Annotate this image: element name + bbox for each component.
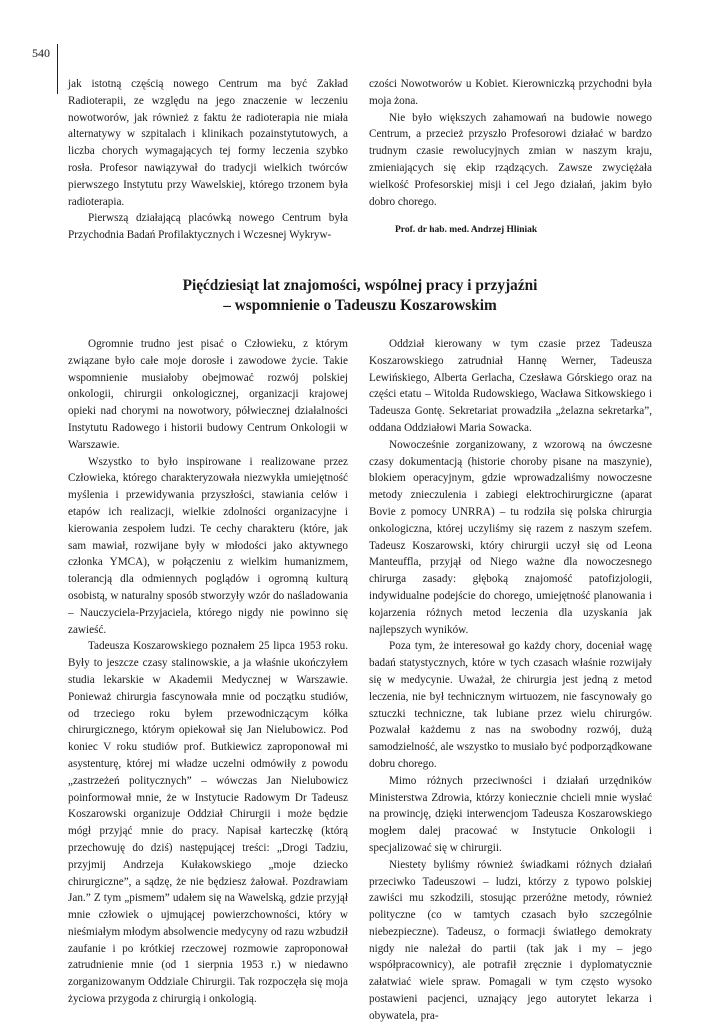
title-line-1: Pięćdziesiąt lat znajomości, wspólnej pracy i przyjaźni (182, 277, 538, 294)
top-right-column (369, 76, 652, 236)
paragraph: Poza tym, że interesował go każdy chory, doceniał wagę badań statystycznych, które w tych czasach właśnie rozwijały się w medycynie. Uważał, że chirurgia jest jedną z metod leczenia, nie był technicznym wirtuozem, nie fascynowały go sztuczki techniczne, tak lubiane przez wielu chirurgów. Pozwalał każdemu z nas na swobodny rozwój, dużą samodzielność, ale wszystko to musiało być podporządkowane dobru chorego. (369, 640, 652, 770)
paragraph: Wszystko to było inspirowane i realizowane przez Człowieka, którego charakteryzowała niezwykła umiejętność myślenia i przewidywania przyszłości, stawiania celów i etapów ich realizacji, wielkie zdolności organizacyjne i kierowania zespołem ludzi. Te cechy charakteru (które, jak sam mawiał, rozwijane były w młodości jako aktywnego członka YMCA), w połączeniu z wielkim humanizmem, tolerancją dla odmiennych poglądów i ogromną kulturą osobistą, w naturalny sposób stworzyły wzór do naśladowania – Nauczyciela-Przyjaciela, którego nigdy nie powinno się zawieść. (68, 455, 348, 636)
author-signature: Prof. dr hab. med. Andrzej Hliniak (395, 225, 538, 236)
paragraph: jak istotną częścią nowego Centrum ma być Zakład Radioterapii, ze względu na jego znaczenie w leczeniu nowotworów, jak również z faktu że radioterapia nie miała alternatywy w szpitalach i klinikach pozainstytutowych, a liczba chorych wymagających tej formy leczenia szybko rosła. Profesor nawiązywał do tradycji wielkich twórców pierwszego Instytutu przy Wawelskiej, którego trzonem była radioterapia. (68, 78, 348, 208)
paragraph: Niestety byliśmy również świadkami różnych działań przeciwko Tadeuszowi – ludzi, którzy z typowo polskiej zawiści mu szkodzili, stosując przeróżne metody, również polityczne (co w tamtych czasach było szczególnie niebezpieczne). Tadeusz, o formacji światłego demokraty nigdy nie należał do partii (tak jak i my – jego współpracownicy), ale potrafił zręcznie i dyplomatycznie załatwiać wiele spraw. Pomagali w tym często wysoko postawieni pacjenci, uznający jego autorytet lekarza i obywatela, pra- (369, 858, 652, 1022)
title-line-2: – wspomnienie o Tadeuszu Koszarowskim (223, 296, 497, 314)
paragraph: czości Nowotworów u Kobiet. Kierowniczką przychodni była moja żona. (369, 78, 652, 107)
paragraph: Tadeusza Koszarowskiego poznałem 25 lipca 1953 roku. Były to jeszcze czasy stalinowskie, a ja właśnie ukończyłem studia lekarskie w Akademii Medycznej w Warszawie. Ponieważ chirurgia fascynowała mnie od początku studiów, od trzeciego roku byłem przewodniczącym kółka chirurgicznego, którym opiekował się Jan Nielubowicz. Pod koniec V roku studiów prof. Butkiewicz zaproponował mi asystenturę, której mi władze uczelni odmówiły z powodu „zastrzeżeń politycznych” – wówczas Jan Nielubowicz poinformował mnie, że w Instytucie Radowym Dr Tadeusz Koszarowski organizuje Oddział Chirurgii i może będzie mógł przyjąć mnie do pracy. Napisał karteczkę (którą przechowuję do dziś) następującej treści: „Drogi Tadziu, przyjmij Andrzeja Kułakowskiego „moje dziecko chirurgiczne”, a sądzę, że nie będziesz żałował. Pozdrawiam Jan.” Z tym „pismem” udałem się na Wawelską, gdzie przyjął mnie człowiek o ujmującej powierzchowności, który w nieśmiałym młodym absolwencie medycyny od razu wzbudził zaufanie i po krótkiej rzeczowej rozmowie zaproponował zatrudnienie mnie (od 1 sierpnia 1953 r.) w niedawno zorganizowanym Oddziale Chirurgii. Tak rozpoczęła się moja życiowa przygoda z chirurgią i onkologią. (68, 640, 348, 1006)
paragraph: Ogromnie trudno jest pisać o Człowieku, z którym związane było całe moje dorosłe i zawodowe życie. Takie wspomnienie musiałoby obejmować rozwój polskiej onkologii, chirurgii onkologicznej, organizacji krajowej opieki nad chorymi na nowotwory, półwiecznej działalności Instytutu Radowego i historii budowy Centrum Onkologii w Warszawie. (68, 338, 348, 451)
page-number: 540 (32, 46, 50, 60)
paragraph: Oddział kierowany w tym czasie przez Tadeusza Koszarowskiego zatrudniał Hannę Werner, Tadeusza Lewińskiego, Alberta Gerlacha, Czesława Górskiego oraz na części etatu – Witolda Rudowskiego, Wacława Sitkowskiego i Tadeusza Gontę. Sekretariat prowadziła „żelazna sekretarka”, oddana Oddziałowi Maria Sowacka. (369, 338, 652, 434)
paragraph: Pierwszą działającą placówką nowego Centrum była Przychodnia Badań Profilaktycznych i Wczesnej Wykryw- (68, 212, 348, 242)
bottom-right-column (369, 336, 652, 1025)
paragraph: Mimo różnych przeciwności i działań urzędników Ministerstwa Zdrowia, którzy koniecznie chcieli mnie wysłać na prowincję, dzięki interwencjom Tadeusza Koszarowskiego mogłem dalej pracować w Instytucie Onkologii i specjalizować się w chirurgii. (369, 774, 652, 854)
article-title (68, 276, 652, 315)
top-left-column (68, 76, 348, 244)
paragraph: Nowocześnie zorganizowany, z wzorową na ówczesne czasy dokumentacją (historie choroby pisane na maszynie), blokiem operacyjnym, gdzie wprowadzaliśmy nowoczesne metody znieczulenia i zabiegi elektrochirurgiczne (aparat Bovie z pomocy UNRRA) – tu rodziła się polska chirurgia onkologiczna, której uczyliśmy się razem z naszym szefem. Tadeusz Koszarowski, który chirurgii uczył się od Leona Manteuffla, przyjął od Niego ważne dla nowoczesnego chirurga zasady: głęboką znajomość patofizjologii, indywidualne podejście do chorego, umiejętność planowania i kojarzenia różnych metod leczenia dla uzyskania jak najlepszych wyników. (369, 438, 652, 636)
bottom-left-column (68, 336, 348, 1008)
paragraph: Nie było większych zahamowań na budowie nowego Centrum, a przecież przyszło Profesorowi działać w bardzo trudnym czasie rewolucyjnych zmian w naszym kraju, zmieniających się ekip rządzących. Zawsze zwyciężała wielkość Profesorskiej misji i cel Jego działań, jakim było dobro chorego. (369, 111, 652, 208)
margin-rule (57, 44, 58, 94)
